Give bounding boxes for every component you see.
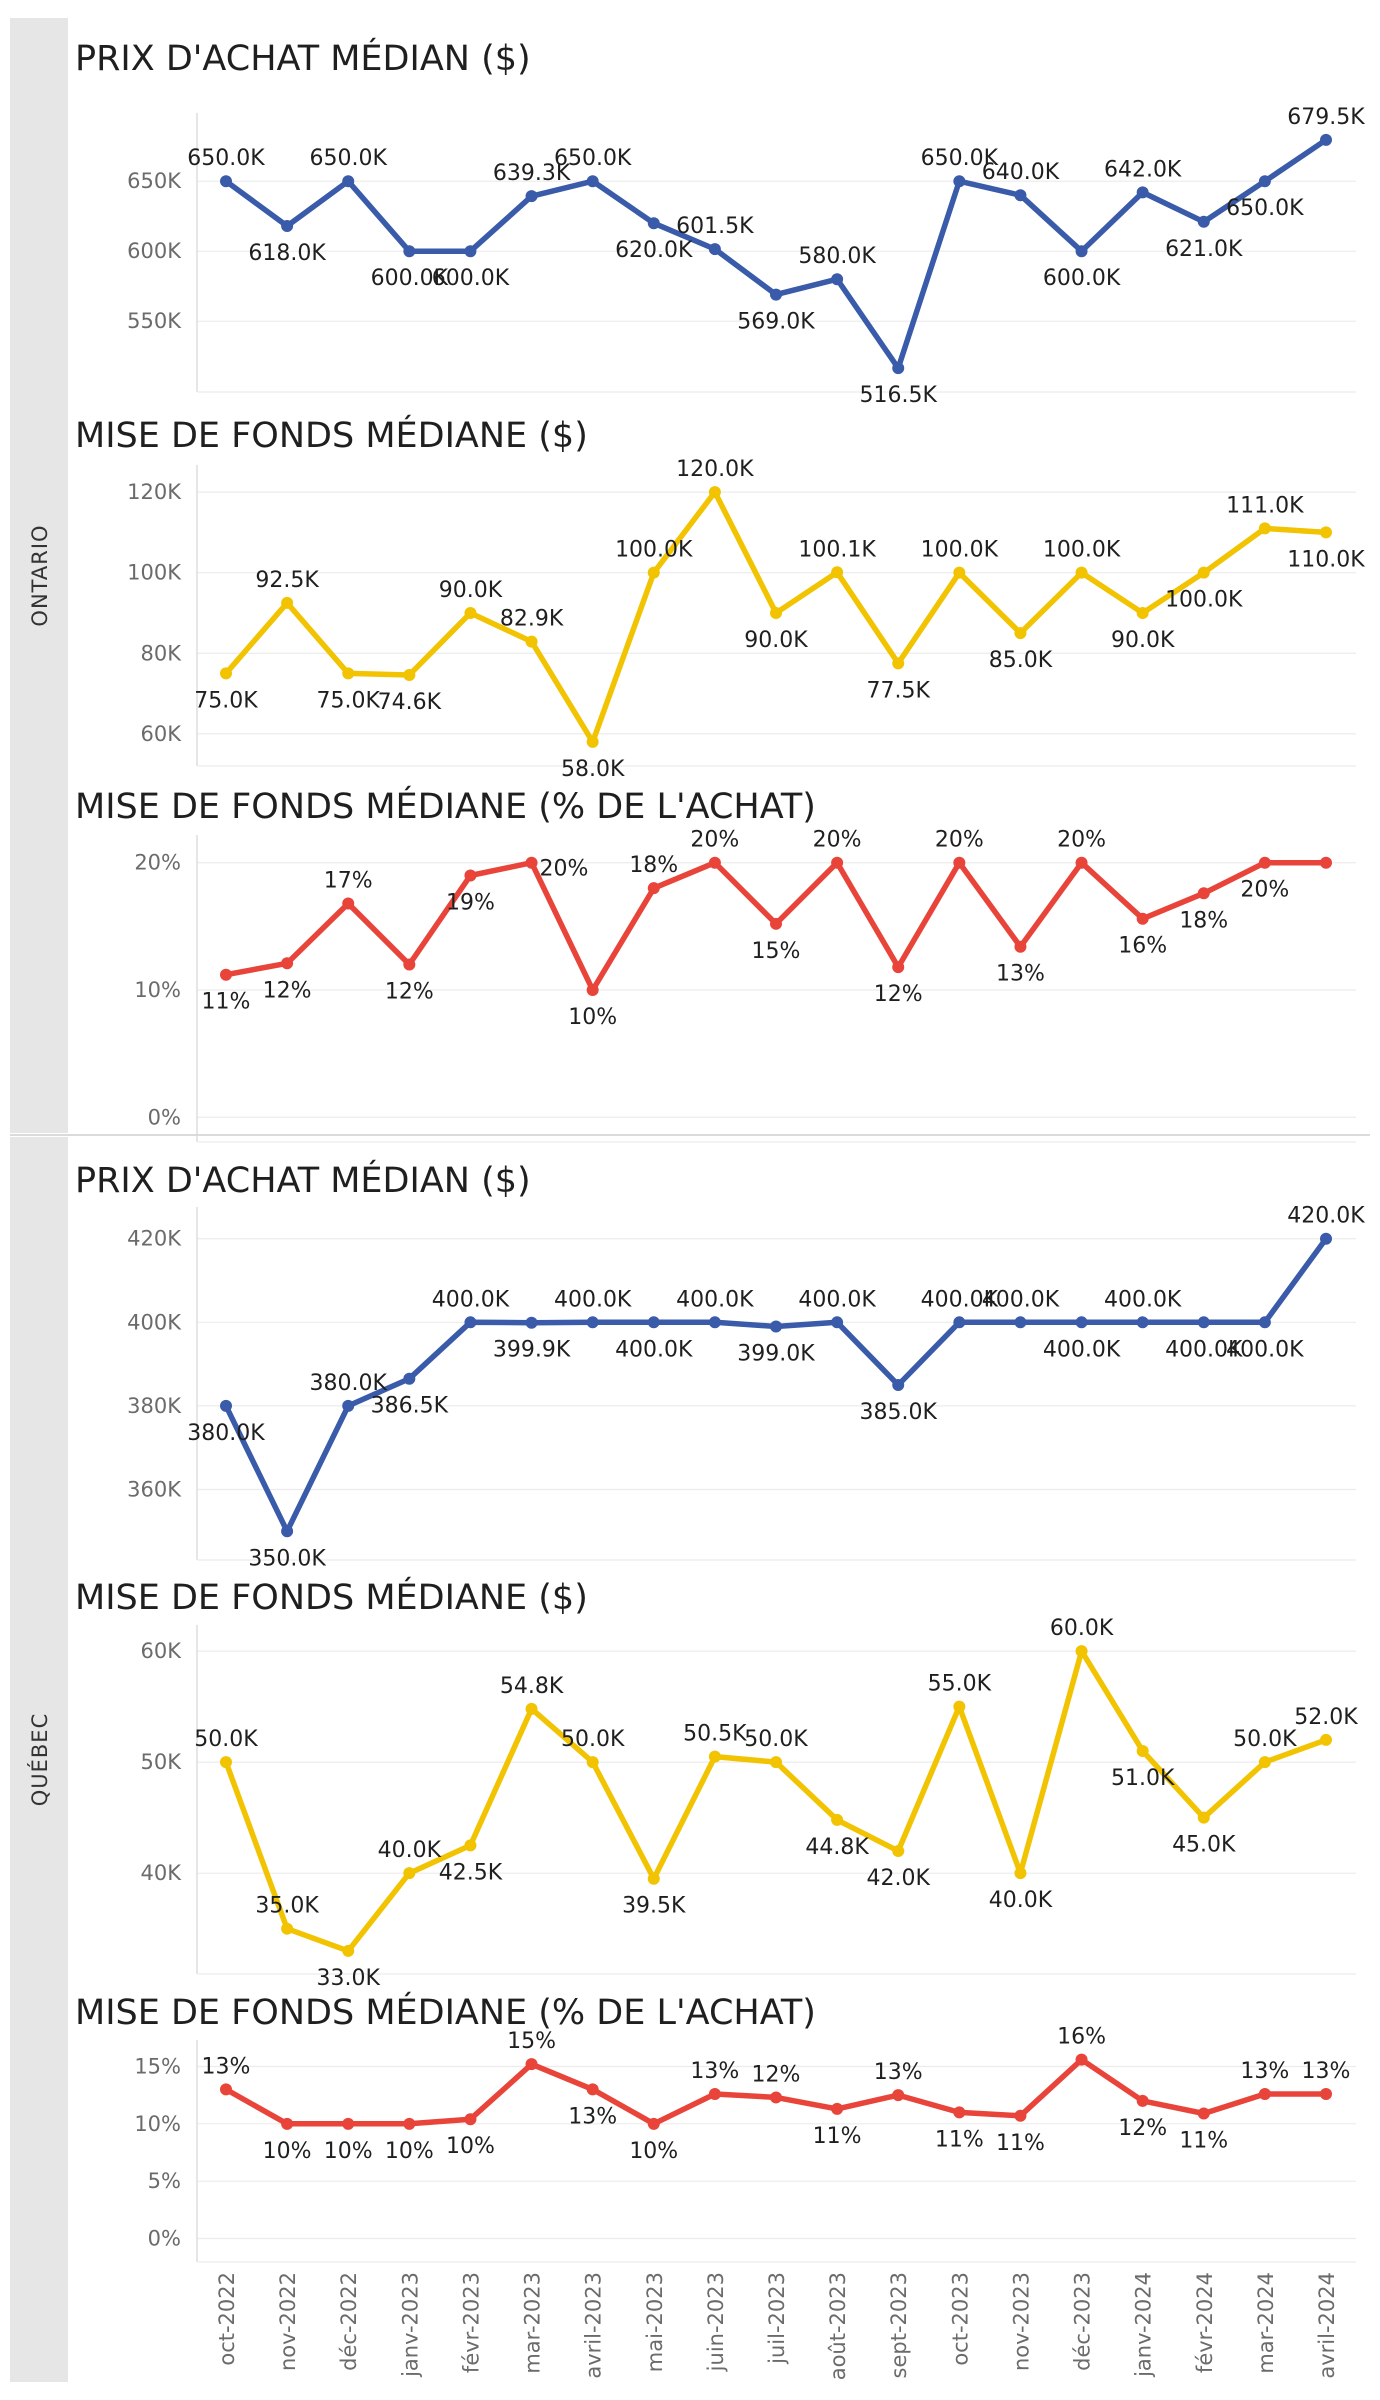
data-point [1198, 2108, 1210, 2120]
data-label: 111.0K [1226, 493, 1304, 519]
data-label: 44.8K [805, 1834, 869, 1860]
data-point [1259, 1316, 1271, 1328]
data-point [526, 636, 538, 648]
data-point [342, 175, 354, 187]
data-point [770, 918, 782, 930]
y-tick-label: 60K [140, 721, 181, 746]
data-label: 90.0K [744, 627, 808, 653]
data-point [709, 486, 721, 498]
data-label: 17% [323, 868, 373, 894]
data-label: 386.5K [370, 1393, 449, 1419]
data-point [892, 961, 904, 973]
data-point [953, 175, 965, 187]
data-label: 50.0K [1233, 1727, 1297, 1753]
data-point [342, 2118, 354, 2130]
data-point [892, 1845, 904, 1857]
data-point [1259, 2088, 1271, 2100]
data-label: 639.3K [492, 161, 571, 187]
region-label-0: ONTARIO [28, 524, 52, 627]
x-tick-label: mar-2024 [1253, 2272, 1278, 2374]
data-point [587, 1316, 599, 1328]
data-point [709, 243, 721, 255]
data-point [464, 1839, 476, 1851]
data-point [1014, 1867, 1026, 1879]
data-label: 10% [445, 2134, 495, 2160]
data-point [1014, 627, 1026, 639]
data-point [281, 220, 293, 232]
data-point [1076, 2054, 1088, 2066]
data-point [1198, 216, 1210, 228]
data-label: 50.0K [560, 1727, 625, 1753]
x-tick-label: mai-2023 [642, 2272, 667, 2373]
y-tick-label: 400K [127, 1310, 181, 1335]
y-tick-label: 360K [127, 1477, 181, 1502]
data-point [1320, 2088, 1332, 2100]
data-point [892, 1379, 904, 1391]
y-tick-label: 15% [134, 2054, 181, 2079]
data-label: 85.0K [988, 648, 1053, 674]
x-tick-label: sept-2023 [887, 2272, 912, 2379]
data-point [831, 566, 843, 578]
data-label: 50.0K [744, 1727, 808, 1753]
data-point [587, 984, 599, 996]
data-label: 20% [934, 827, 984, 853]
data-point [648, 1316, 660, 1328]
data-point [1137, 913, 1149, 925]
x-tick-label: déc-2022 [337, 2272, 362, 2371]
data-label: 400.0K [615, 1337, 693, 1363]
data-label: 54.8K [499, 1673, 564, 1699]
data-point [587, 1756, 599, 1768]
data-point [1076, 245, 1088, 257]
data-point [403, 1373, 415, 1385]
data-point [342, 1945, 354, 1957]
data-label: 601.5K [676, 214, 754, 240]
data-label: 400.0K [431, 1287, 510, 1313]
data-label: 77.5K [866, 678, 930, 704]
data-point [648, 2118, 660, 2130]
data-label: 12% [751, 2062, 801, 2088]
panel-title: MISE DE FONDS MÉDIANE (% DE L'ACHAT) [75, 787, 816, 827]
data-label: 10% [568, 1005, 618, 1030]
data-label: 400.0K [981, 1287, 1060, 1313]
data-label: 650.0K [1226, 196, 1304, 222]
data-label: 18% [629, 853, 679, 879]
x-tick-label: avril-2024 [1315, 2272, 1339, 2379]
data-point [892, 657, 904, 669]
data-label: 350.0K [248, 1546, 326, 1572]
data-point [1137, 186, 1149, 198]
series-line [226, 1239, 1326, 1532]
data-label: 82.9K [499, 606, 564, 632]
data-label: 10% [629, 2138, 679, 2164]
data-label: 380.0K [309, 1370, 387, 1396]
data-point [526, 1703, 538, 1715]
data-label: 420.0K [1287, 1203, 1365, 1229]
data-point [892, 362, 904, 374]
data-label: 75.0K [194, 688, 258, 714]
data-label: 400.0K [553, 1287, 632, 1313]
data-label: 20% [690, 827, 740, 853]
data-point [281, 2118, 293, 2130]
data-label: 580.0K [798, 244, 876, 270]
data-point [464, 1316, 476, 1328]
data-label: 18% [1179, 908, 1229, 934]
data-point [831, 857, 843, 869]
data-label: 380.0K [187, 1420, 265, 1446]
data-label: 642.0K [1103, 157, 1182, 183]
data-label: 20% [1240, 877, 1290, 903]
data-label: 400.0K [798, 1287, 876, 1313]
y-tick-label: 10% [134, 2111, 181, 2136]
data-label: 40.0K [377, 1838, 442, 1864]
data-point [648, 882, 660, 894]
data-label: 11% [812, 2123, 862, 2149]
data-point [1198, 887, 1210, 899]
x-tick-label: janv-2024 [1131, 2272, 1156, 2377]
data-point [1137, 1745, 1149, 1757]
data-label: 621.0K [1165, 236, 1243, 262]
data-label: 16% [1118, 933, 1168, 959]
data-label: 11% [934, 2127, 984, 2153]
data-label: 92.5K [255, 567, 319, 593]
x-tick-label: oct-2023 [948, 2272, 973, 2366]
data-point [587, 736, 599, 748]
data-label: 11% [201, 989, 251, 1015]
data-point [587, 2083, 599, 2095]
series-line [226, 1651, 1326, 1951]
data-label: 600.0K [370, 266, 449, 292]
y-tick-label: 550K [127, 309, 181, 334]
data-point [831, 2103, 843, 2115]
data-label: 11% [995, 2130, 1045, 2156]
data-label: 640.0K [981, 160, 1060, 186]
panel-0 [75, 37, 1365, 408]
data-point [953, 2106, 965, 2118]
data-point [953, 1316, 965, 1328]
y-tick-label: 600K [127, 239, 181, 264]
y-tick-label: 380K [127, 1393, 181, 1418]
data-point [342, 667, 354, 679]
x-tick-label: oct-2022 [215, 2272, 239, 2366]
panel-title: PRIX D'ACHAT MÉDIAN ($) [75, 39, 531, 79]
data-label: 20% [1057, 827, 1107, 853]
data-point [1076, 1316, 1088, 1328]
data-point [1259, 857, 1271, 869]
data-label: 13% [1240, 2059, 1290, 2084]
data-label: 399.0K [737, 1341, 815, 1367]
y-tick-label: 0% [147, 1105, 181, 1130]
data-point [220, 2083, 232, 2095]
panel-5 [75, 1991, 1356, 2262]
data-point [526, 857, 538, 869]
data-point [1259, 1756, 1271, 1768]
data-label: 400.0K [920, 1287, 999, 1313]
data-point [281, 597, 293, 609]
data-point [770, 1756, 782, 1768]
data-label: 400.0K [676, 1287, 754, 1313]
data-point [1320, 134, 1332, 146]
data-point [1014, 2110, 1026, 2122]
data-label: 100.0K [615, 537, 693, 563]
data-point [1198, 567, 1210, 579]
data-point [220, 1756, 232, 1768]
y-tick-label: 5% [147, 2169, 181, 2194]
data-label: 400.0K [1042, 1337, 1121, 1363]
data-label: 50.5K [683, 1721, 747, 1747]
y-tick-label: 100K [127, 560, 181, 585]
data-label: 516.5K [859, 383, 937, 409]
data-label: 74.6K [377, 690, 442, 716]
data-point [770, 289, 782, 301]
data-point [770, 1320, 782, 1332]
data-label: 58.0K [560, 756, 625, 782]
data-point [1076, 857, 1088, 869]
data-label: 679.5K [1287, 104, 1365, 130]
data-point [1198, 1316, 1210, 1328]
data-point [526, 2058, 538, 2070]
data-point [403, 669, 415, 681]
data-point [281, 1525, 293, 1537]
data-point [1137, 607, 1149, 619]
data-point [709, 1316, 721, 1328]
data-label: 385.0K [859, 1400, 937, 1425]
data-point [1014, 941, 1026, 953]
data-label: 10% [384, 2138, 434, 2164]
data-point [709, 2088, 721, 2100]
data-label: 16% [1057, 2024, 1107, 2050]
data-label: 12% [873, 982, 923, 1008]
data-label: 19% [445, 890, 495, 916]
data-point [709, 1751, 721, 1763]
data-label: 120.0K [676, 457, 754, 483]
panel-title: PRIX D'ACHAT MÉDIAN ($) [75, 1161, 531, 1201]
data-label: 20% [539, 856, 589, 882]
x-tick-label: févr-2024 [1192, 2272, 1217, 2374]
data-label: 15% [507, 2029, 557, 2055]
data-point [1320, 1233, 1332, 1245]
data-label: 55.0K [927, 1671, 992, 1697]
data-label: 110.0K [1287, 547, 1365, 573]
x-tick-label: févr-2023 [459, 2272, 484, 2374]
data-point [953, 567, 965, 579]
data-label: 35.0K [255, 1893, 319, 1919]
data-label: 100.0K [1165, 587, 1243, 613]
panel-title: MISE DE FONDS MÉDIANE ($) [75, 1578, 588, 1618]
data-point [1014, 189, 1026, 201]
data-point [770, 607, 782, 619]
data-label: 100.0K [920, 537, 999, 563]
data-point [1259, 522, 1271, 534]
data-label: 75.0K [316, 688, 380, 714]
data-point [403, 1867, 415, 1879]
data-point [709, 857, 721, 869]
panel-title: MISE DE FONDS MÉDIANE ($) [75, 416, 588, 456]
data-point [831, 273, 843, 285]
data-point [220, 1400, 232, 1412]
data-point [281, 1923, 293, 1935]
x-tick-label: nov-2023 [1009, 2272, 1034, 2372]
x-tick-label: août-2023 [826, 2272, 851, 2381]
data-point [831, 1814, 843, 1826]
data-label: 569.0K [737, 309, 815, 335]
y-tick-label: 0% [147, 2226, 181, 2251]
x-tick-label: avril-2023 [581, 2272, 606, 2379]
data-label: 13% [201, 2054, 251, 2080]
y-tick-label: 20% [134, 850, 181, 875]
data-point [403, 245, 415, 257]
data-point [220, 667, 232, 679]
data-label: 650.0K [553, 146, 632, 172]
data-point [526, 190, 538, 202]
data-label: 650.0K [309, 146, 387, 172]
panel-1 [75, 414, 1365, 782]
data-label: 39.5K [622, 1893, 686, 1919]
y-tick-label: 10% [134, 978, 181, 1002]
data-label: 40.0K [988, 1888, 1053, 1914]
data-label: 600.0K [1042, 266, 1121, 292]
data-label: 100.1K [798, 537, 876, 563]
data-label: 13% [995, 961, 1045, 987]
x-tick-label: déc-2023 [1070, 2272, 1095, 2371]
data-label: 618.0K [248, 241, 326, 266]
data-point [342, 897, 354, 909]
data-label: 45.0K [1172, 1832, 1236, 1858]
data-label: 42.5K [438, 1860, 503, 1886]
data-point [953, 857, 965, 869]
data-point [464, 245, 476, 257]
data-label: 12% [262, 978, 312, 1004]
data-point [1320, 1734, 1332, 1746]
panel-3 [75, 1159, 1365, 1571]
data-point [831, 1316, 843, 1328]
data-label: 51.0K [1110, 1766, 1175, 1792]
panel-title: MISE DE FONDS MÉDIANE (% DE L'ACHAT) [75, 1993, 816, 2033]
data-label: 400.0K [1226, 1337, 1304, 1363]
y-tick-label: 50K [140, 1750, 181, 1775]
data-point [1137, 1316, 1149, 1328]
data-label: 100.0K [1042, 537, 1121, 563]
y-tick-label: 40K [140, 1861, 181, 1886]
data-point [648, 567, 660, 579]
data-point [464, 607, 476, 619]
y-tick-label: 80K [140, 641, 181, 666]
data-point [648, 1873, 660, 1885]
data-point [1198, 1812, 1210, 1824]
data-label: 13% [1301, 2059, 1351, 2084]
data-point [464, 869, 476, 881]
data-label: 10% [262, 2138, 312, 2164]
y-tick-label: 650K [127, 169, 181, 194]
data-label: 90.0K [438, 577, 503, 603]
data-point [342, 1400, 354, 1412]
data-label: 12% [1118, 2115, 1168, 2141]
data-point [1076, 567, 1088, 579]
data-label: 12% [384, 979, 434, 1005]
data-point [1076, 1645, 1088, 1657]
data-label: 50.0K [194, 1727, 258, 1753]
data-point [281, 957, 293, 969]
x-tick-label: janv-2023 [398, 2272, 423, 2377]
data-point [1137, 2095, 1149, 2107]
data-point [648, 217, 660, 229]
data-label: 33.0K [316, 1965, 380, 1991]
data-label: 600.0K [431, 266, 510, 292]
data-point [403, 2118, 415, 2130]
data-label: 650.0K [920, 146, 999, 172]
data-point [1320, 857, 1332, 869]
y-tick-label: 60K [140, 1639, 181, 1664]
y-tick-label: 420K [127, 1226, 181, 1251]
data-label: 13% [568, 2104, 618, 2130]
data-point [892, 2089, 904, 2101]
data-point [587, 175, 599, 187]
x-tick-label: juil-2023 [765, 2272, 789, 2364]
data-point [1014, 1316, 1026, 1328]
data-label: 650.0K [187, 146, 265, 172]
data-label: 15% [751, 938, 801, 964]
data-label: 13% [690, 2059, 740, 2084]
x-tick-label: juin-2023 [703, 2272, 728, 2372]
region-label-1: QUÉBEC [28, 1712, 52, 1807]
data-label: 11% [1179, 2128, 1229, 2154]
x-tick-label: nov-2022 [276, 2272, 301, 2372]
data-point [770, 2091, 782, 2103]
x-tick-label: mar-2023 [520, 2272, 545, 2374]
data-label: 90.0K [1110, 627, 1175, 653]
data-point [526, 1317, 538, 1329]
panel-2 [75, 785, 1356, 1142]
data-point [1320, 526, 1332, 538]
data-point [220, 969, 232, 981]
data-label: 20% [812, 827, 862, 853]
data-label: 399.9K [492, 1337, 571, 1363]
data-label: 52.0K [1294, 1704, 1358, 1730]
data-label: 42.0K [866, 1865, 930, 1891]
data-label: 620.0K [615, 238, 693, 264]
data-point [403, 959, 415, 971]
data-label: 10% [323, 2138, 373, 2164]
data-label: 60.0K [1049, 1616, 1114, 1642]
data-point [464, 2113, 476, 2125]
data-point [953, 1701, 965, 1713]
data-label: 400.0K [1103, 1287, 1182, 1313]
data-point [220, 175, 232, 187]
y-tick-label: 120K [127, 480, 181, 505]
panel-4 [75, 1576, 1358, 1991]
data-point [1259, 175, 1271, 187]
data-label: 400.0K [1165, 1337, 1243, 1363]
data-label: 13% [873, 2060, 923, 2086]
